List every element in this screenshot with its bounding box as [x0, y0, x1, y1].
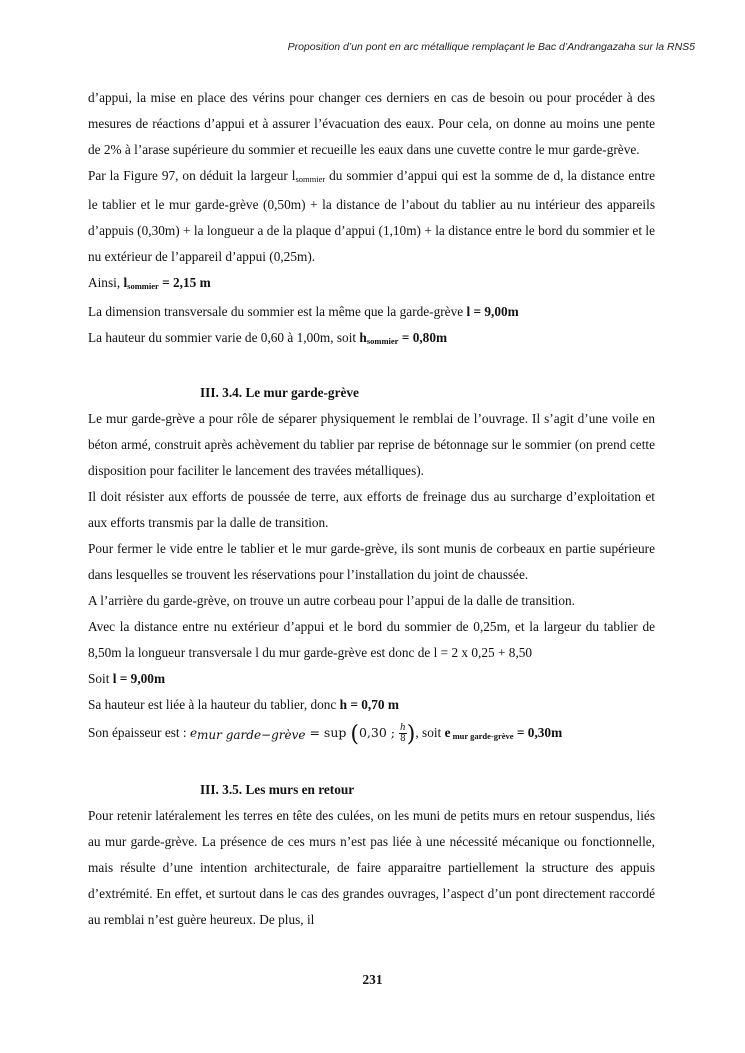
paragraph [88, 666, 655, 692]
text-run: du sommier d’appui qui est la somme de d, la distance entre le tablier et le mur garde-grève (0,50m) + la distance de l’about du tablier au nu intérieur des appareils d’appuis (0,30m) + la longueur a de la plaque d’appui (1,10m) + la distance entre le bord du sommier et le nu extérieur de l’appareil d’appui (0,25m). [88, 168, 655, 264]
paragraph: Il doit résister aux efforts de poussée de terre, aux efforts de freinage dus au surcharge d’exploitation et aux efforts transmis par la dalle de transition. [88, 489, 655, 530]
text-run: La dimension transversale du sommier est la même que la garde-grève [88, 304, 467, 319]
subscript: sommier [127, 281, 159, 291]
math-operator: = sup [305, 725, 351, 740]
subscript: sommier [366, 336, 399, 346]
paragraph: Pour retenir latéralement les terres en tête des culées, on les muni de petits murs en retour suspendus, liés au mur garde-grève. La présence de ces murs n’est pas liée à une nécessité mécanique ou fonctionnelle, mais résulte d’une intention architecturale, de faire apparaitre partiellement la structure des appuis d’extrémité. En effet, et surtout dans le cas des grandes ouvrages, l’aspect d’un pont directement raccordé au remblai n’est guère heureux. De plus, il [88, 808, 655, 927]
running-header: Proposition d’un pont en arc métallique remplaçant le Bac d’Andrangazaha sur la RNS5 [287, 41, 695, 53]
paragraph [88, 325, 655, 354]
paragraph: Pour fermer le vide entre le tablier et le mur garde-grève, ils sont munis de corbeaux en partie supérieure dans lesquelles se trouvent les réservations pour l’installation du joint de chaussée. [88, 541, 655, 582]
paragraph: A l’arrière du garde-grève, on trouve un autre corbeau pour l’appui de la dalle de transition. [88, 593, 575, 608]
paragraph [88, 692, 655, 718]
text-run: Ainsi, [88, 275, 124, 290]
text-run: Sa hauteur est liée à la hauteur du tablier, donc [88, 697, 340, 712]
paragraph: d’appui, la mise en place des vérins pour changer ces derniers en cas de besoin ou pour procéder à des mesures de réactions d’appui et à assurer l’évacuation des eaux. Pour cela, on donne au moins une pente de 2% à l’arase supérieure du sommier et recueille les eaux dans une cuvette contre le mur garde-grève. [88, 90, 655, 157]
subscript: sommier [295, 174, 326, 184]
section-heading: III. 3.5. Les murs en retour [200, 782, 355, 797]
symbol: l [123, 275, 128, 290]
fraction-denominator: 8 [400, 734, 406, 745]
math-subscript: mur garde−grève [197, 728, 306, 742]
right-paren: ) [406, 722, 416, 747]
left-paren: ( [350, 722, 359, 747]
text-run: Soit [88, 671, 113, 686]
text-run: Par la Figure 97, on déduit la largeur l [88, 168, 296, 183]
value: h = 0,70 m [339, 697, 399, 712]
value: l = 9,00m [466, 304, 519, 319]
paragraph [88, 270, 655, 299]
page-body [88, 85, 655, 933]
paragraph [88, 299, 655, 325]
math-symbol: e [189, 726, 198, 740]
value: = 0,30m [513, 725, 563, 740]
subscript: mur garde-grève [450, 731, 514, 741]
symbol: h [359, 330, 367, 345]
page-number: 231 [362, 972, 383, 987]
symbol: e [444, 725, 451, 740]
value: = 0,80m [398, 330, 448, 345]
paragraph: Avec la distance entre nu extérieur d’appui et le bord du sommier de 0,25m, et la largeur du tablier de 8,50m la longueur transversale l du mur garde-grève est donc de l = 2 x 0,25 + 8,50 [88, 619, 655, 660]
paragraph: Le mur garde-grève a pour rôle de séparer physiquement le remblai de l’ouvrage. Il s’agit d’une voile en béton armé, construit après achèvement du tablier par reprise de bétonnage sur le sommier (on prend cette disposition pour faciliter le lancement des travées métalliques). [88, 411, 655, 478]
text-run: , soit [415, 725, 445, 740]
fraction-numerator: h [399, 723, 406, 734]
text-run: Son épaisseur est : [88, 725, 190, 740]
text-run: La hauteur du sommier varie de 0,60 à 1,00m, soit [88, 330, 360, 345]
fraction [399, 723, 407, 744]
formula-paragraph [88, 718, 655, 751]
section-heading: III. 3.4. Le mur garde-grève [200, 385, 359, 400]
paragraph [88, 163, 655, 270]
value: l = 9,00m [112, 671, 166, 686]
value: = 2,15 m [158, 275, 211, 290]
math-args: 0,30 ; [358, 725, 399, 740]
